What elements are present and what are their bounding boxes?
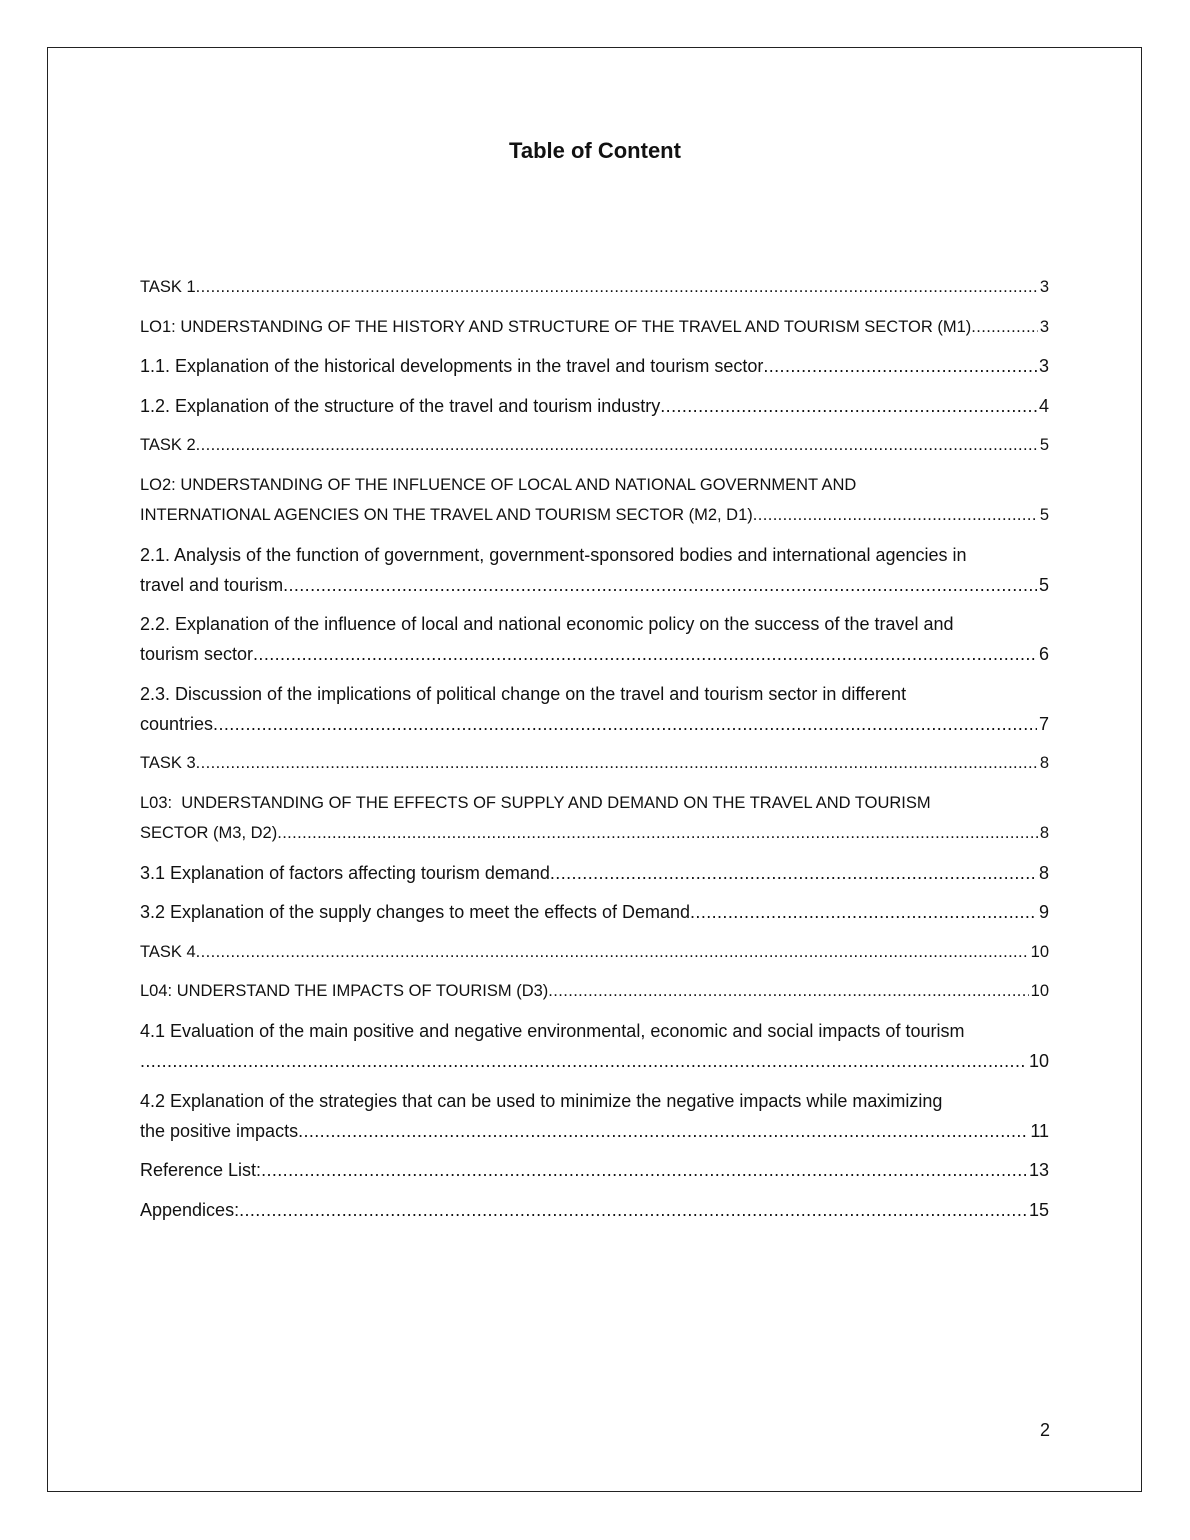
toc-entry-text-line1: 2.1. Analysis of the function of government, government-sponsored bodies and international agencies in: [140, 544, 967, 565]
toc-entry-text: 1.2. Explanation of the structure of the travel and tourism industry: [140, 395, 661, 416]
toc-entry-2-1[interactable]: [140, 540, 1049, 600]
toc-page-number: 5: [1038, 574, 1049, 595]
toc-page-number: 3: [1039, 278, 1049, 296]
toc-entry-3-2[interactable]: [140, 897, 1049, 927]
toc-entry-2-3[interactable]: [140, 679, 1049, 739]
dot-leader: [753, 500, 1038, 530]
toc-entry-lo1[interactable]: [140, 312, 1049, 342]
dot-leader: [213, 709, 1037, 739]
toc-page-number: 10: [1030, 942, 1049, 961]
dot-leader: [277, 818, 1038, 848]
toc-entry-text-line1: 2.2. Explanation of the influence of local and national economic policy on the success of the travel and: [140, 614, 954, 635]
toc-entry-reference-list[interactable]: [140, 1155, 1049, 1185]
toc-entry-text-line1: LO2: UNDERSTANDING OF THE INFLUENCE OF LOCAL AND NATIONAL GOVERNMENT AND: [140, 475, 857, 494]
toc-page-number: 8: [1039, 754, 1049, 773]
toc-entry-2-2[interactable]: [140, 609, 1049, 669]
toc-entry-text: TASK 1: [140, 278, 196, 296]
toc-page-number: 13: [1028, 1160, 1049, 1181]
dot-leader: [548, 976, 1028, 1006]
toc-entry-text: 3.1 Explanation of factors affecting tourism demand: [140, 862, 550, 883]
toc-page-number: 4: [1038, 395, 1049, 416]
dot-leader: [298, 1116, 1028, 1146]
toc-entry-text: TASK 2: [140, 436, 196, 455]
toc-entry-appendices[interactable]: [140, 1195, 1049, 1225]
toc-entry-task-2[interactable]: [140, 430, 1049, 460]
dot-leader: [261, 1155, 1027, 1185]
toc-page-number: 5: [1039, 436, 1049, 455]
page-number: 2: [1039, 1420, 1050, 1440]
toc-entry-text: the positive impacts: [140, 1120, 299, 1141]
dot-leader: [550, 858, 1037, 888]
toc-entry-1-1[interactable]: [140, 351, 1049, 381]
toc-entry-lo3[interactable]: [140, 788, 1049, 848]
toc-entry-text: LO1: UNDERSTANDING OF THE HISTORY AND STRUCTURE OF THE TRAVEL AND TOURISM SECTOR (M1): [140, 317, 972, 336]
toc-entry-text: TASK 3: [140, 754, 196, 773]
toc-entry-text: tourism sector: [140, 644, 254, 665]
toc-entry-text-line1: L03: UNDERSTANDING OF THE EFFECTS OF SUPPLY AND DEMAND ON THE TRAVEL AND TOURISM: [140, 793, 931, 812]
toc-entry-text: 1.1. Explanation of the historical developments in the travel and tourism sector: [140, 356, 764, 377]
dot-leader: [763, 351, 1037, 381]
toc-entry-3-1[interactable]: [140, 858, 1049, 888]
toc-entry-text: TASK 4: [140, 942, 196, 961]
toc-page-number: 7: [1038, 713, 1049, 734]
dot-leader: [971, 312, 1038, 342]
dot-leader: [253, 639, 1037, 669]
toc-entry-text: countries: [140, 713, 214, 734]
toc-page-number: 5: [1039, 505, 1049, 524]
toc-entry-text-line1: 4.2 Explanation of the strategies that can be used to minimize the negative impacts while maximizing: [140, 1090, 943, 1111]
toc-entry-4-2[interactable]: [140, 1086, 1049, 1146]
toc-entry-lo2[interactable]: [140, 470, 1049, 530]
page-title: Table of Content: [509, 138, 681, 163]
toc-entry-text-line1: 2.3. Discussion of the implications of political change on the travel and tourism sector in different: [140, 683, 907, 704]
dot-leader: [283, 570, 1037, 600]
toc-page-number: 3: [1038, 356, 1049, 377]
toc-entry-text: L04: UNDERSTAND THE IMPACTS OF TOURISM (D3): [140, 982, 549, 1001]
toc-page-number: 11: [1030, 1120, 1049, 1141]
toc-entry-task-4[interactable]: [140, 937, 1049, 967]
dot-leader: [660, 391, 1037, 421]
table-of-contents: [140, 272, 1049, 1234]
toc-page-number: 10: [1030, 982, 1049, 1001]
toc-entry-task-3[interactable]: [140, 748, 1049, 778]
toc-entry-text: Appendices:: [140, 1199, 240, 1220]
toc-entry-text: 3.2 Explanation of the supply changes to meet the effects of Demand: [140, 902, 691, 923]
toc-page-number: 8: [1038, 862, 1049, 883]
toc-entry-text: SECTOR (M3, D2): [140, 823, 278, 842]
toc-entry-lo4[interactable]: [140, 976, 1049, 1006]
toc-page-number: 8: [1039, 823, 1049, 842]
toc-entry-text-line1: 4.1 Evaluation of the main positive and negative environmental, economic and social impacts of tourism: [140, 1020, 965, 1041]
dot-leader: [196, 272, 1038, 302]
toc-entry-text: INTERNATIONAL AGENCIES ON THE TRAVEL AND TOURISM SECTOR (M2, D1): [140, 505, 753, 524]
toc-entry-1-2[interactable]: [140, 391, 1049, 421]
toc-entry-text: travel and tourism: [140, 574, 284, 595]
toc-entry-task-1[interactable]: [140, 272, 1049, 302]
dot-leader: [140, 1046, 1027, 1076]
toc-page-number: 6: [1038, 644, 1049, 665]
toc-page-number: 15: [1028, 1199, 1049, 1220]
toc-page-number: 3: [1039, 317, 1049, 336]
dot-leader: [239, 1195, 1027, 1225]
dot-leader: [690, 897, 1037, 927]
toc-page-number: 9: [1038, 902, 1049, 923]
dot-leader: [196, 430, 1038, 460]
dot-leader: [196, 748, 1038, 778]
toc-entry-text: Reference List:: [140, 1160, 262, 1181]
dot-leader: [196, 937, 1029, 967]
toc-entry-4-1[interactable]: [140, 1016, 1049, 1076]
toc-page-number: 10: [1028, 1050, 1049, 1071]
